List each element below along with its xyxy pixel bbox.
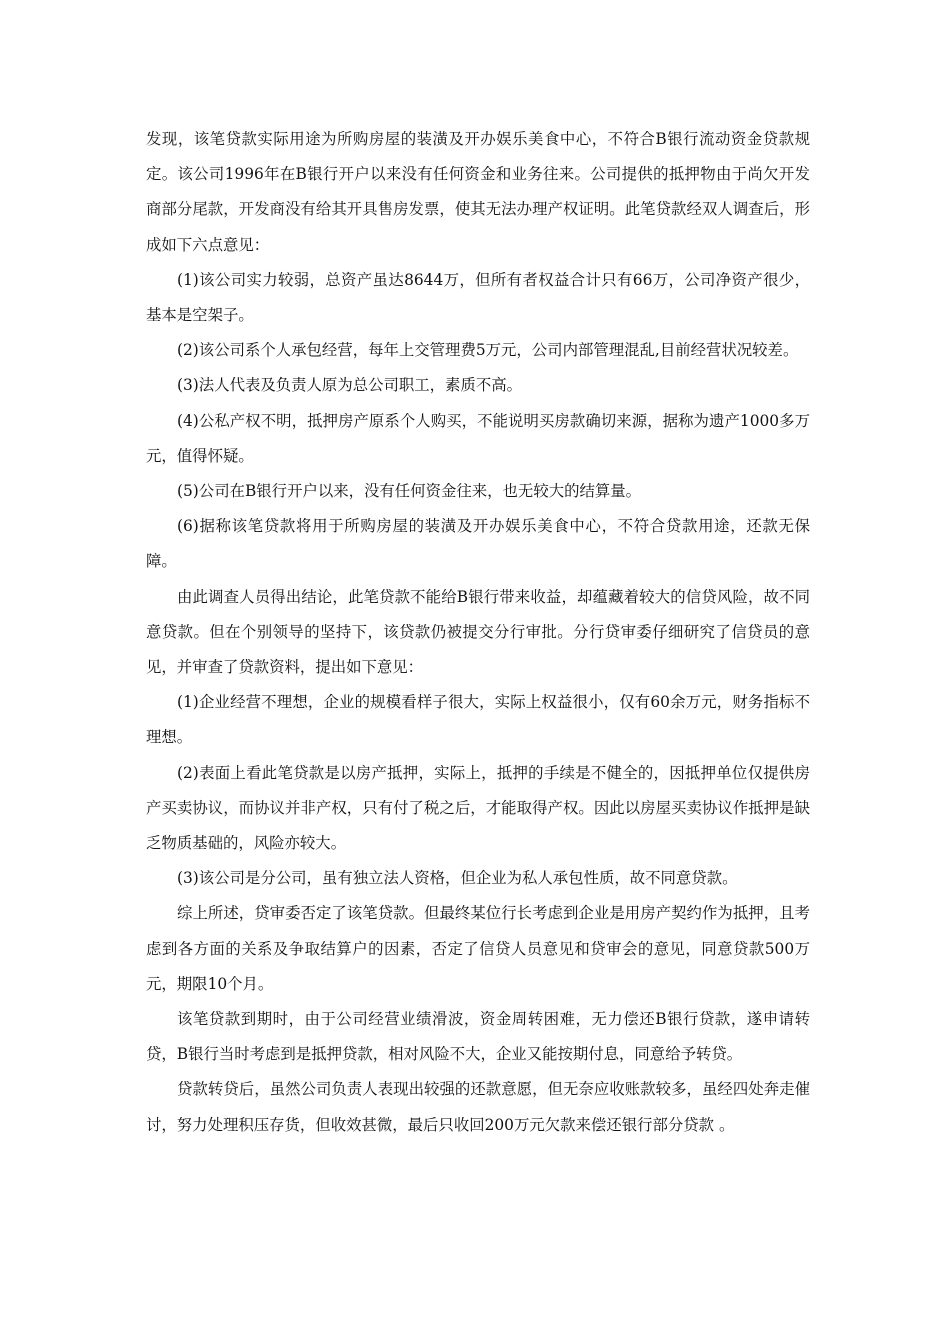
paragraph: 发现，该笔贷款实际用途为所购房屋的装潢及开办娱乐美食中心，不符合B银行流动资金贷款规定。该公司1996年在B银行开户以来没有任何资金和业务往来。公司提供的抵押物由于尚欠开发商部分尾款，开发商没有给其开具售房发票，使其无法办理产权证明。此笔贷款经双人调查后，形成如下六点意见：: [146, 130, 810, 254]
paragraph: 由此调查人员得出结论，此笔贷款不能给B银行带来收益，却蕴藏着较大的信贷风险，故不同意贷款。但在个别领导的坚持下，该贷款仍被提交分行审批。分行贷审委仔细研究了信贷员的意见，并审查了贷款资料，提出如下意见：: [146, 587, 810, 677]
paragraph: (1)该公司实力较弱，总资产虽达8644万，但所有者权益合计只有66万，公司净资产很少，基本是空架子。: [146, 270, 810, 325]
paragraph: (1)企业经营不理想，企业的规模看样子很大，实际上权益很小，仅有60余万元，财务指标不理想。: [146, 693, 810, 747]
paragraph: (2)该公司系个人承包经营，每年上交管理费5万元，公司内部管理混乱,目前经营状况较差。: [177, 341, 799, 360]
document-body: [146, 122, 810, 1143]
paragraph: (2)表面上看此笔贷款是以房产抵押，实际上，抵押的手续是不健全的，因抵押单位仅提供房产买卖协议，而协议并非产权，只有付了税之后，才能取得产权。因此以房屋买卖协议作抵押是缺乏物质基础的，风险亦较大。: [146, 763, 810, 853]
paragraph: 贷款转贷后，虽然公司负责人表现出较强的还款意愿，但无奈应收账款较多，虽经四处奔走催讨，努力处理积压存货，但收效甚微，最后只收回200万元欠款来偿还银行部分贷款 。: [146, 1080, 810, 1134]
paragraph: (6)据称该笔贷款将用于所购房屋的装潢及开办娱乐美食中心，不符合贷款用途，还款无保障。: [146, 517, 810, 571]
paragraph: (3)法人代表及负责人原为总公司职工，素质不高。: [177, 376, 523, 395]
paragraph: 综上所述，贷审委否定了该笔贷款。但最终某位行长考虑到企业是用房产契约作为抵押，且考虑到各方面的关系及争取结算户的因素，否定了信贷人员意见和贷审会的意见，同意贷款500万元，期限10个月。: [146, 904, 810, 993]
paragraph: (4)公私产权不明，抵押房产原系个人购买，不能说明买房款确切来源，据称为遗产1000多万元，值得怀疑。: [146, 411, 810, 465]
paragraph: (3)该公司是分公司，虽有独立法人资格，但企业为私人承包性质，故不同意贷款。: [177, 869, 738, 888]
paragraph: 该笔贷款到期时，由于公司经营业绩滑波，资金周转困难，无力偿还B银行贷款，遂申请转贷，B银行当时考虑到是抵押贷款，相对风险不大，企业又能按期付息，同意给予转贷。: [146, 1010, 810, 1064]
paragraph: (5)公司在B银行开户以来，没有任何资金往来，也无较大的结算量。: [177, 482, 642, 501]
